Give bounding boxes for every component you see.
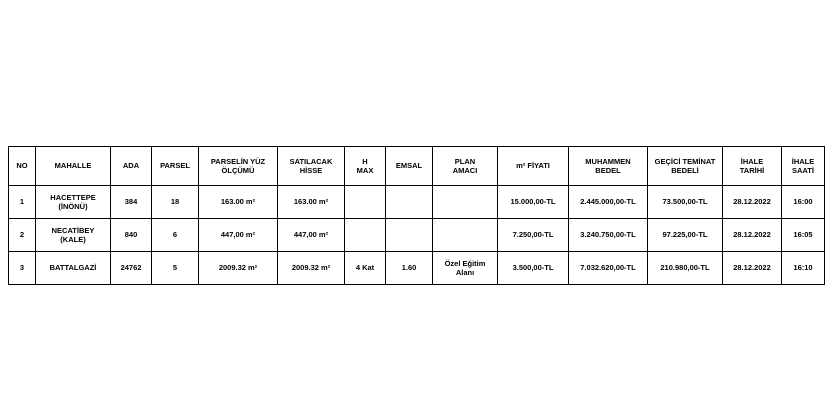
column-header-unit-price: [498, 147, 569, 186]
cell-auction-time: 16:10: [782, 252, 825, 285]
column-header-auction-date-line2: TARİHİ: [739, 166, 765, 175]
cell-no: 2: [9, 219, 36, 252]
cell-emsal: 1.60: [386, 252, 433, 285]
cell-estimated-value: 3.240.750,00-TL: [569, 219, 648, 252]
column-header-auction-time-line2: SAATİ: [792, 166, 814, 175]
cell-parcel-area: 2009.32 m²: [199, 252, 278, 285]
column-header-ada: [111, 147, 152, 186]
table-header: [9, 147, 825, 186]
column-header-auction-time-line1: İHALE: [791, 156, 815, 166]
table-row: [9, 219, 825, 252]
column-header-unit-price-line1: m² FİYATI: [516, 161, 550, 171]
cell-no: 1: [9, 186, 36, 219]
cell-mahalle-line2: (KALE): [60, 235, 86, 244]
column-header-mahalle-line1: MAHALLE: [54, 161, 92, 171]
column-header-auction-date: [723, 147, 782, 186]
cell-mahalle: [36, 186, 111, 219]
table-row: [9, 252, 825, 285]
cell-unit-price: 15.000,00-TL: [498, 186, 569, 219]
column-header-emsal: [386, 147, 433, 186]
cell-share-for-sale: 447,00 m²: [278, 219, 345, 252]
cell-auction-time: 16:05: [782, 219, 825, 252]
column-header-share-for-sale-line2: HİSSE: [299, 166, 323, 175]
parcel-listing-table: [8, 146, 825, 285]
column-header-share-for-sale-line1: SATILACAK: [289, 156, 333, 166]
column-header-hmax-line2: MAX: [356, 166, 374, 175]
cell-mahalle: [36, 219, 111, 252]
cell-ada: 840: [111, 219, 152, 252]
column-header-estimated-value: [569, 147, 648, 186]
table-header-row: [9, 147, 825, 186]
cell-no: 3: [9, 252, 36, 285]
cell-provisional-guarantee: 210.980,00-TL: [648, 252, 723, 285]
cell-plan-purpose-line2: Alanı: [455, 268, 475, 277]
cell-estimated-value: 2.445.000,00-TL: [569, 186, 648, 219]
cell-plan-purpose: [433, 219, 498, 252]
cell-auction-date: 28.12.2022: [723, 252, 782, 285]
cell-mahalle-line1: HACETTEPE: [50, 192, 96, 202]
cell-parsel: 5: [152, 252, 199, 285]
column-header-parcel-area: [199, 147, 278, 186]
column-header-parsel: [152, 147, 199, 186]
cell-ada: 24762: [111, 252, 152, 285]
cell-provisional-guarantee: 97.225,00-TL: [648, 219, 723, 252]
column-header-provisional-guarantee-line2: BEDELİ: [671, 166, 699, 175]
cell-unit-price: 7.250,00-TL: [498, 219, 569, 252]
cell-mahalle: [36, 252, 111, 285]
cell-mahalle-line2: (İNÖNÜ): [58, 202, 88, 211]
cell-emsal: [386, 219, 433, 252]
column-header-no-line1: NO: [16, 161, 28, 171]
cell-parcel-area: 163.00 m²: [199, 186, 278, 219]
column-header-hmax-line1: H: [362, 156, 368, 166]
column-header-parsel-line1: PARSEL: [160, 161, 190, 171]
table-body: [9, 186, 825, 285]
table-row: [9, 186, 825, 219]
column-header-parcel-area-line2: ÖLÇÜMÜ: [221, 166, 255, 175]
cell-share-for-sale: 163.00 m²: [278, 186, 345, 219]
cell-hmax: 4 Kat: [345, 252, 386, 285]
column-header-estimated-value-line2: BEDEL: [595, 166, 621, 175]
column-header-share-for-sale: [278, 147, 345, 186]
cell-hmax: [345, 186, 386, 219]
cell-plan-purpose: [433, 252, 498, 285]
column-header-plan-purpose-line1: PLAN: [454, 156, 476, 166]
column-header-estimated-value-line1: MUHAMMEN: [585, 156, 631, 166]
cell-plan-purpose: [433, 186, 498, 219]
column-header-provisional-guarantee-line1: GEÇİCİ TEMİNAT: [654, 156, 716, 166]
cell-emsal: [386, 186, 433, 219]
column-header-no: [9, 147, 36, 186]
cell-mahalle-line1: NECATİBEY: [51, 225, 95, 235]
column-header-auction-time: [782, 147, 825, 186]
cell-auction-date: 28.12.2022: [723, 219, 782, 252]
cell-estimated-value: 7.032.620,00-TL: [569, 252, 648, 285]
column-header-provisional-guarantee: [648, 147, 723, 186]
column-header-parcel-area-line1: PARSELİN YÜZ: [210, 156, 266, 166]
cell-parsel: 6: [152, 219, 199, 252]
column-header-plan-purpose-line2: AMACI: [452, 166, 478, 175]
cell-hmax: [345, 219, 386, 252]
column-header-auction-date-line1: İHALE: [740, 156, 764, 166]
column-header-hmax: [345, 147, 386, 186]
cell-plan-purpose-line1: Özel Eğitim: [444, 258, 486, 268]
cell-unit-price: 3.500,00-TL: [498, 252, 569, 285]
cell-auction-date: 28.12.2022: [723, 186, 782, 219]
cell-share-for-sale: 2009.32 m²: [278, 252, 345, 285]
cell-mahalle-line1: BATTALGAZİ: [49, 263, 97, 273]
cell-provisional-guarantee: 73.500,00-TL: [648, 186, 723, 219]
cell-parsel: 18: [152, 186, 199, 219]
cell-auction-time: 16:00: [782, 186, 825, 219]
cell-parcel-area: 447,00 m²: [199, 219, 278, 252]
listing-table-container: [8, 146, 815, 285]
cell-ada: 384: [111, 186, 152, 219]
column-header-plan-purpose: [433, 147, 498, 186]
column-header-emsal-line1: EMSAL: [395, 161, 423, 171]
column-header-mahalle: [36, 147, 111, 186]
column-header-ada-line1: ADA: [122, 161, 140, 171]
